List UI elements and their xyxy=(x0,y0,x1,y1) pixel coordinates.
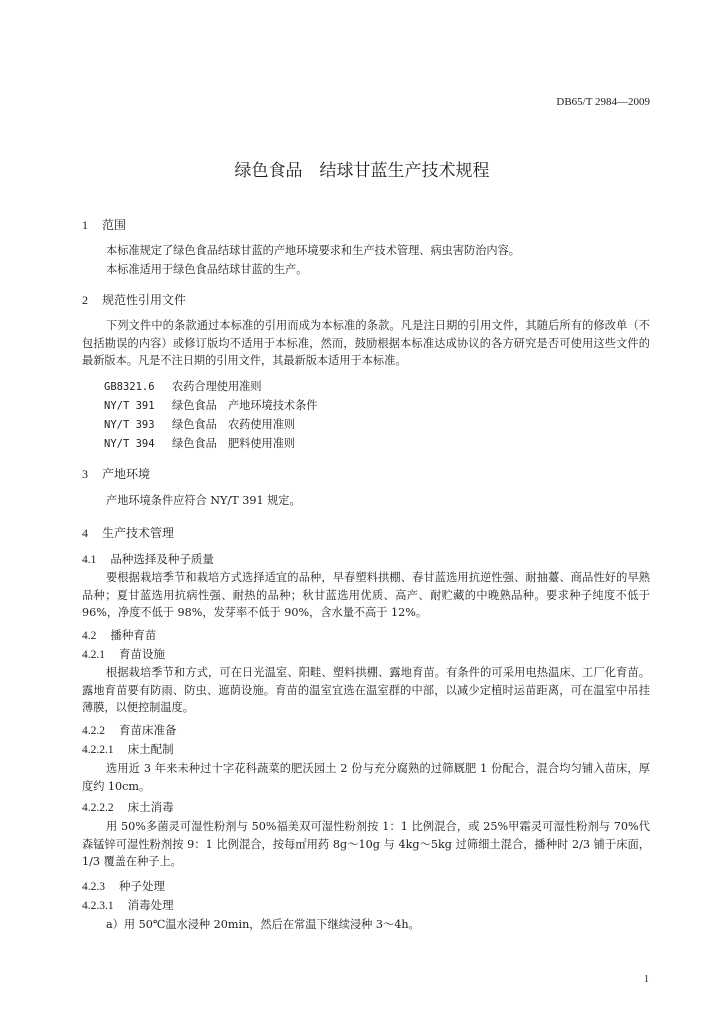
subsection-title: 种子处理 xyxy=(119,879,165,893)
subsection-title: 床土配制 xyxy=(127,742,174,756)
reference-title: 绿色食品 肥料使用准则 xyxy=(172,437,296,450)
subsection-title: 播种育苗 xyxy=(110,628,157,642)
reference-title: 绿色食品 产地环境技术条件 xyxy=(172,399,318,412)
section-heading-3 xyxy=(82,465,150,482)
paragraph: 产地环境条件应符合 NY/T 391 规定。 xyxy=(106,494,301,507)
page-title: 绿色食品 结球甘蓝生产技术规程 xyxy=(234,161,490,181)
subsection-heading xyxy=(82,741,174,757)
section-heading-1 xyxy=(82,216,126,233)
subsection-title: 育苗设施 xyxy=(119,647,165,661)
paragraph: 本标准规定了绿色食品结球甘蓝的产地环境要求和生产技术管理、病虫害防治内容。 xyxy=(106,244,520,257)
section-number: 2 xyxy=(82,293,88,307)
subsection-number: 4.2.2 xyxy=(82,725,105,737)
document-code: DB65/T 2984—2009 xyxy=(556,96,650,108)
subsection-heading xyxy=(82,551,214,567)
section-number: 3 xyxy=(82,467,88,481)
paragraph: 本标准适用于绿色食品结球甘蓝的生产。 xyxy=(106,263,308,276)
subsection-heading xyxy=(82,722,177,738)
paragraph: 根据栽培季节和方式，可在日光温室、阳畦、塑料拱棚、露地育苗。有条件的可采用电热温床、工厂化育苗。露地育苗要有防雨、防虫、遮荫设施。育苗的温室宜选在温室群的中部，以减少定植时运苗距离，可在温室中吊挂薄膜，以便控制温度。 xyxy=(82,666,650,714)
reference-code: NY/T 391 xyxy=(104,400,155,412)
subsection-title: 品种选择及种子质量 xyxy=(110,552,214,566)
section-number: 1 xyxy=(82,218,88,232)
subsection-number: 4.1 xyxy=(82,554,97,566)
paragraph: 选用近 3 年来未种过十字花科蔬菜的肥沃园土 2 份与充分腐熟的过筛厩肥 1 份配合，混合均匀铺入苗床，厚度约 10cm。 xyxy=(82,762,650,793)
subsection-title: 消毒处理 xyxy=(127,898,174,912)
subsection-number: 4.2.1 xyxy=(82,649,105,661)
reference-code: NY/T 394 xyxy=(104,438,155,450)
reference-item xyxy=(104,378,262,394)
reference-title: 绿色食品 农药使用准则 xyxy=(172,418,296,431)
reference-item xyxy=(104,416,295,432)
subsection-number: 4.2 xyxy=(82,630,97,642)
subsection-heading xyxy=(82,799,174,815)
subsection-heading xyxy=(82,627,156,643)
reference-item xyxy=(104,435,295,451)
subsection-number: 4.2.2.2 xyxy=(82,802,114,814)
subsection-number: 4.2.3 xyxy=(82,881,105,893)
reference-code: NY/T 393 xyxy=(104,419,155,431)
section-heading-4 xyxy=(82,524,174,541)
subsection-heading xyxy=(82,878,165,894)
paragraph: a）用 50℃温水浸种 20min，然后在常温下继续浸种 3～4h。 xyxy=(106,918,420,931)
section-title: 范围 xyxy=(102,218,127,232)
subsection-number: 4.2.3.1 xyxy=(82,900,114,912)
paragraph: 下列文件中的条款通过本标准的引用而成为本标准的条款。凡是注日期的引用文件，其随后所有的修改单（不包括勘误的内容）或修订版均不适用于本标准，然而，鼓励根据本标准达成协议的各方研究是否可使用这些文件的最新版本。凡是不注日期的引用文件，其最新版本适用于本标准。 xyxy=(82,319,650,367)
section-title: 产地环境 xyxy=(102,467,151,481)
section-number: 4 xyxy=(82,526,88,540)
subsection-heading xyxy=(82,897,174,913)
section-heading-2 xyxy=(82,291,186,308)
paragraph: 要根据栽培季节和栽培方式选择适宜的品种，早春塑料拱棚、春甘蓝选用抗逆性强、耐抽薹、商品性好的早熟品种；夏甘蓝选用抗病性强、耐热的品种；秋甘蓝选用优质、高产、耐贮藏的中晚熟品种。要求种子纯度不低于 96%，净度不低于 98%，发芽率不低于 90%，含水量不高于 12%。 xyxy=(82,571,650,619)
reference-item xyxy=(104,397,317,413)
section-title: 规范性引用文件 xyxy=(102,293,187,307)
reference-title: 农药合理使用准则 xyxy=(172,380,262,393)
page-number: 1 xyxy=(644,974,649,985)
subsection-number: 4.2.2.1 xyxy=(82,744,114,756)
subsection-heading xyxy=(82,646,165,662)
section-title: 生产技术管理 xyxy=(102,526,175,540)
reference-code: GB8321.6 xyxy=(104,381,155,393)
paragraph: 用 50%多菌灵可湿性粉剂与 50%福美双可湿性粉剂按 1：1 比例混合，或 25%甲霜灵可湿性粉剂与 70%代森锰锌可湿性粉剂按 9：1 比例混合，按每㎡用药 8g～10g 与 4kg～5kg 过筛细土混合，播种时 2/3 铺于床面，1/3 覆盖在种子上。 xyxy=(82,820,650,868)
subsection-title: 床土消毒 xyxy=(127,800,174,814)
subsection-title: 育苗床准备 xyxy=(119,723,177,737)
